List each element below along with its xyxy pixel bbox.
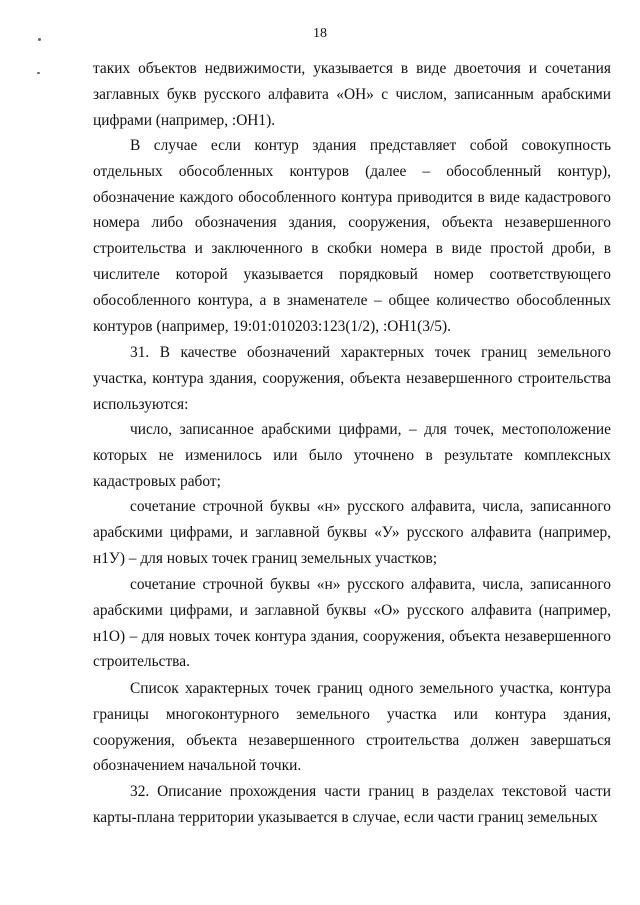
paragraph-point-numbers: число, записанное арабскими цифрами, – для точек, местоположение которых не изменилось или было уточнено в результате комплексных кадастровых работ; [93,421,611,490]
paragraph-continuation: таких объектов недвижимости, указывается в виде двоеточия и сочетания заглавных букв русского алфавита «ОН» с числом, записанным арабскими цифрами (например, :ОН1). [93,60,611,129]
paragraph-item-31: 31. В качестве обозначений характерных точек границ земельного участка, контура здания, сооружения, объекта незавершенного строительства используются: [93,344,611,413]
paragraph-new-land-points: сочетание строчной буквы «н» русского алфавита, числа, записанного арабскими цифрами, и заглавной буквы «У» русского алфавита (например, н1У) – для новых точек границ земельных участков; [93,498,611,567]
scan-speck [37,72,40,74]
paragraph-separate-contours: В случае если контур здания представляет собой совокупность отдельных обособленных контуров (далее – обособленный контур), обозначение каждого обособленного контура приводится в виде кадастрового номера либо обозначения здания, сооружения, объекта незавершенного строительства и заключенного в скобки номера в виде простой дроби, в числителе которой указывается порядковый номер соответствующего обособленного контура, а в знаменателе – общее количество обособленных контуров (например, 19:01:010203:123(1/2), :ОН1(3/5). [93,137,611,335]
paragraph-point-list: Список характерных точек границ одного земельного участка, контура границы многоконтурного земельного участка или контура здания, сооружения, объекта незавершенного строительства должен завершаться обозначением начальной точки. [93,680,611,775]
paragraph-new-contour-points: сочетание строчной буквы «н» русского алфавита, числа, записанного арабскими цифрами, и заглавной буквы «О» русского алфавита (например, н1О) – для новых точек контура здания, сооружения, объекта незавершенного строительства. [93,576,611,671]
paragraph-item-32: 32. Описание прохождения части границ в разделах текстовой части карты-плана территории указывается в случае, если части границ земельных [93,783,611,826]
page-number: 18 [313,26,327,41]
